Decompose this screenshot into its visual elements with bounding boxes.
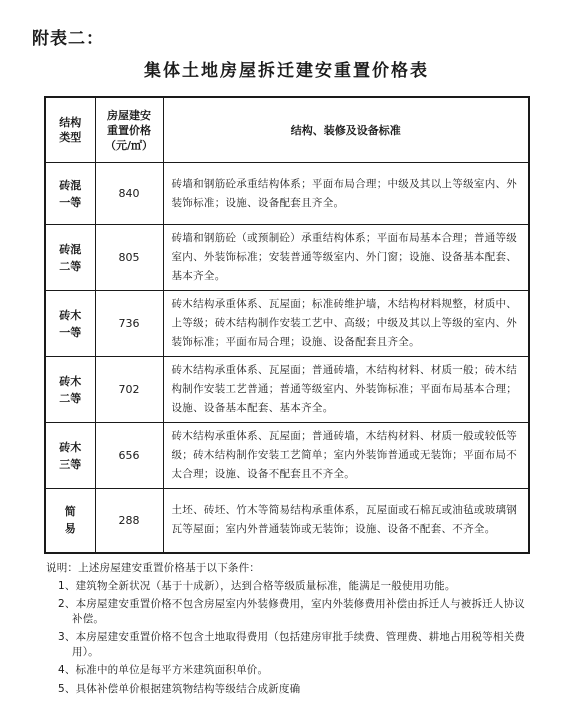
structure-type-cell: 简 易 <box>45 489 95 553</box>
standard-cell: 砖木结构承重体系、瓦屋面；普通砖墙，木结构材料、材质一般或较低等级；砖木结构制作安装工艺简单；室内外装饰普通或无装饰；平面布局不太合理；设施、设备不配套且不齐全。 <box>163 423 529 489</box>
header-price: 房屋建安 重置价格 （元/㎡） <box>95 97 163 163</box>
notes-intro: 说明：上述房屋建安重置价格基于以下条件： <box>46 562 260 574</box>
price-cell: 805 <box>95 225 163 291</box>
document-title: 集体土地房屋拆迁建安重置价格表 <box>144 61 429 81</box>
header-structure-type: 结构 类型 <box>45 97 95 163</box>
table-row <box>45 423 529 489</box>
table-header-row <box>45 97 529 163</box>
structure-type-cell: 砖木 一等 <box>45 291 95 357</box>
structure-type-cell: 砖木 三等 <box>45 423 95 489</box>
note-item: 2、本房屋建安重置价格不包含房屋室内外装修费用，室内外装修费用补偿由拆迁人与被拆迁人协议补偿。 <box>58 598 525 625</box>
price-cell: 288 <box>95 489 163 553</box>
header-standard: 结构、装修及设备标准 <box>163 97 529 163</box>
standard-cell: 砖墙和钢筋砼（或预制砼）承重结构体系；平面布局基本合理；普通等级室内、外装饰标准；安装普通等级室内、外门窗；设施、设备基本配套、基本齐全。 <box>163 225 529 291</box>
table-row <box>45 489 529 553</box>
table-row <box>45 291 529 357</box>
price-table <box>44 96 530 554</box>
standard-cell: 砖木结构承重体系、瓦屋面；普通砖墙，木结构材料、材质一般；砖木结构制作安装工艺普通；普通等级室内、外装饰标准；平面布局基本合理；设施、设备基本配套、基本齐全。 <box>163 357 529 423</box>
table-row <box>45 225 529 291</box>
structure-type-cell: 砖混 二等 <box>45 225 95 291</box>
price-cell: 702 <box>95 357 163 423</box>
standard-cell: 土坯、砖坯、竹木等简易结构承重体系，瓦屋面或石棉瓦或油毡或玻璃钢瓦等屋面；室内外普通装饰或无装饰；设施、设备不配套、不齐全。 <box>163 489 529 553</box>
structure-type-cell: 砖混 一等 <box>45 163 95 225</box>
price-cell: 656 <box>95 423 163 489</box>
table-row <box>45 163 529 225</box>
notes-section <box>46 561 532 700</box>
price-cell: 736 <box>95 291 163 357</box>
price-cell: 840 <box>95 163 163 225</box>
structure-type-cell: 砖木 二等 <box>45 357 95 423</box>
standard-cell: 砖墙和钢筋砼承重结构体系；平面布局合理；中级及其以上等级室内、外装饰标准；设施、设备配套且齐全。 <box>163 163 529 225</box>
appendix-label: 附表二： <box>32 29 104 49</box>
note-item: 3、本房屋建安重置价格不包含土地取得费用（包括建房审批手续费、管理费、耕地占用税等相关费用）。 <box>58 631 525 658</box>
note-item: 1、建筑物全新状况（基于十成新），达到合格等级质量标准，能满足一般使用功能。 <box>58 579 456 592</box>
table-row <box>45 357 529 423</box>
note-item: 4、标准中的单位是每平方米建筑面积单价。 <box>58 664 269 676</box>
standard-cell: 砖木结构承重体系、瓦屋面；标准砖维护墙，木结构材料规整，材质中、上等级；砖木结构制作安装工艺中、高级；中级及其以上等级的室内、外装饰标准；平面布局合理；设施、设备配套且齐全。 <box>163 291 529 357</box>
note-item: 5、具体补偿单价根据建筑物结构等级结合成新度确 <box>58 682 301 695</box>
